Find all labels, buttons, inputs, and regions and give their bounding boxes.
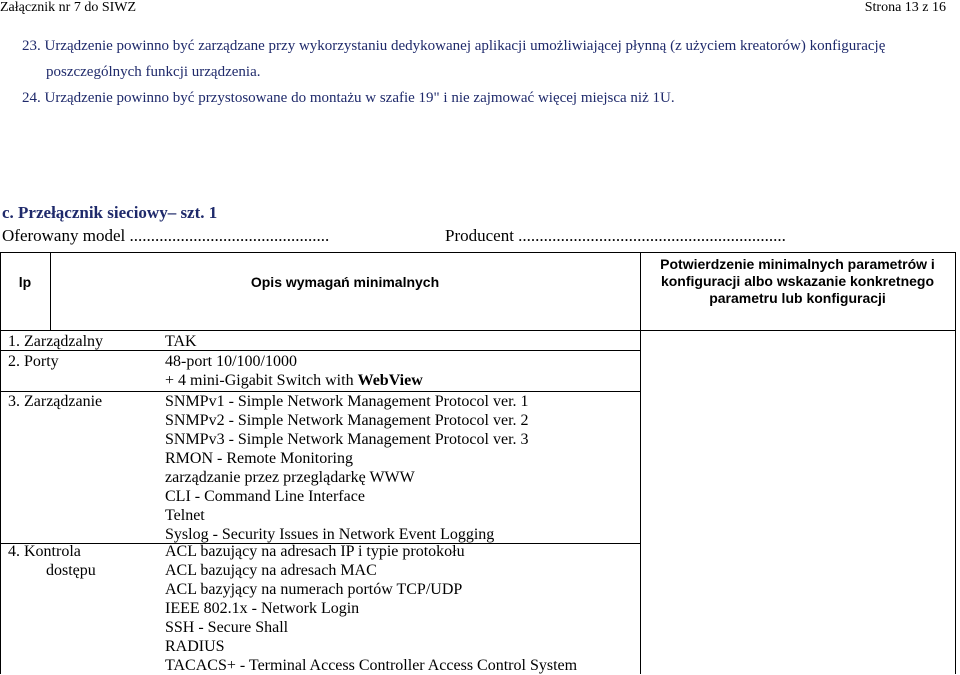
table-row xyxy=(8,352,59,371)
value-line: Syslog - Security Issues in Network Event Logging xyxy=(165,526,495,543)
row-values xyxy=(165,542,577,675)
row-values xyxy=(165,352,423,390)
requirement-23 xyxy=(22,38,885,55)
row-name-continuation: dostępu xyxy=(46,562,96,579)
value-line: CLI - Command Line Interface xyxy=(165,488,365,505)
value-line: SNMPv2 - Simple Network Management Protocol ver. 2 xyxy=(165,412,529,429)
document-header-left: Załącznik nr 7 do SIWZ xyxy=(0,0,137,15)
column-divider xyxy=(50,252,51,331)
value-text: + 4 mini-Gigabit Switch with xyxy=(165,372,358,389)
table-row xyxy=(8,542,96,580)
value-line: 48-port 10/100/1000 xyxy=(165,353,297,370)
row-name: Zarządzalny xyxy=(24,333,104,350)
column-header-confirmation xyxy=(640,256,955,307)
value-line: RMON - Remote Monitoring xyxy=(165,450,353,467)
offered-model-field: Oferowany model ............................................... xyxy=(2,226,330,245)
value-line: RADIUS xyxy=(165,638,225,655)
producer-field: Producent ............................................................... xyxy=(445,226,786,245)
value-line: TACACS+ - Terminal Access Controller Access Control System xyxy=(165,657,578,674)
value-bold-text: WebView xyxy=(357,372,423,389)
header-line: Potwierdzenie minimalnych parametrów i xyxy=(660,256,935,272)
section-title: c. Przełącznik sieciowy– szt. 1 xyxy=(2,203,218,222)
table-row xyxy=(8,332,103,351)
column-divider xyxy=(640,252,641,674)
header-line: konfiguracji albo wskazanie konkretnego xyxy=(660,273,935,289)
requirement-number: 23. xyxy=(22,38,41,54)
row-name: Zarządzanie xyxy=(24,393,103,410)
row-value: TAK xyxy=(165,333,197,350)
requirement-24 xyxy=(22,90,675,107)
column-header-lp: lp xyxy=(18,274,32,290)
value-line: ACL bazyjący na numerach portów TCP/UDP xyxy=(165,581,463,598)
row-name: Kontrola xyxy=(24,543,81,560)
value-line: IEEE 802.1x - Network Login xyxy=(165,600,360,617)
row-number: 3. xyxy=(8,393,20,410)
row-name: Porty xyxy=(24,353,59,370)
table-header-bottom-border xyxy=(0,330,955,331)
row-values xyxy=(165,392,529,544)
requirement-text: Urządzenie powinno być przystosowane do montażu w szafie 19" i nie zajmować więcej miejsca niż 1U. xyxy=(44,90,675,106)
row-number: 2. xyxy=(8,353,20,370)
page-number: Strona 13 z 16 xyxy=(864,0,946,15)
table-right-border xyxy=(955,252,956,674)
table-top-border xyxy=(0,252,955,253)
value-line xyxy=(165,371,423,390)
value-line: Telnet xyxy=(165,507,205,524)
value-line: SSH - Secure Shall xyxy=(165,619,289,636)
value-line: SNMPv3 - Simple Network Management Protocol ver. 3 xyxy=(165,431,529,448)
value-line: zarządzanie przez przeglądarkę WWW xyxy=(165,469,415,486)
row-number: 1. xyxy=(8,333,20,350)
requirement-text: Urządzenie powinno być zarządzane przy wykorzystaniu dedykowanej aplikacji umożliwiającej płynną (z użyciem kreatorów) konfigurację xyxy=(44,38,886,54)
value-line: ACL bazujący na adresach IP i typie protokołu xyxy=(165,543,465,560)
requirement-23-continuation: poszczególnych funkcji urządzenia. xyxy=(46,64,261,80)
column-header-description: Opis wymagań minimalnych xyxy=(250,274,440,290)
value-line: SNMPv1 - Simple Network Management Protocol ver. 1 xyxy=(165,393,529,410)
row-number: 4. xyxy=(8,543,20,560)
value-line: ACL bazujący na adresach MAC xyxy=(165,562,377,579)
header-line: parametru lub konfiguracji xyxy=(709,290,886,306)
requirement-number: 24. xyxy=(22,90,41,106)
table-left-border xyxy=(0,252,1,674)
table-row xyxy=(8,392,102,411)
